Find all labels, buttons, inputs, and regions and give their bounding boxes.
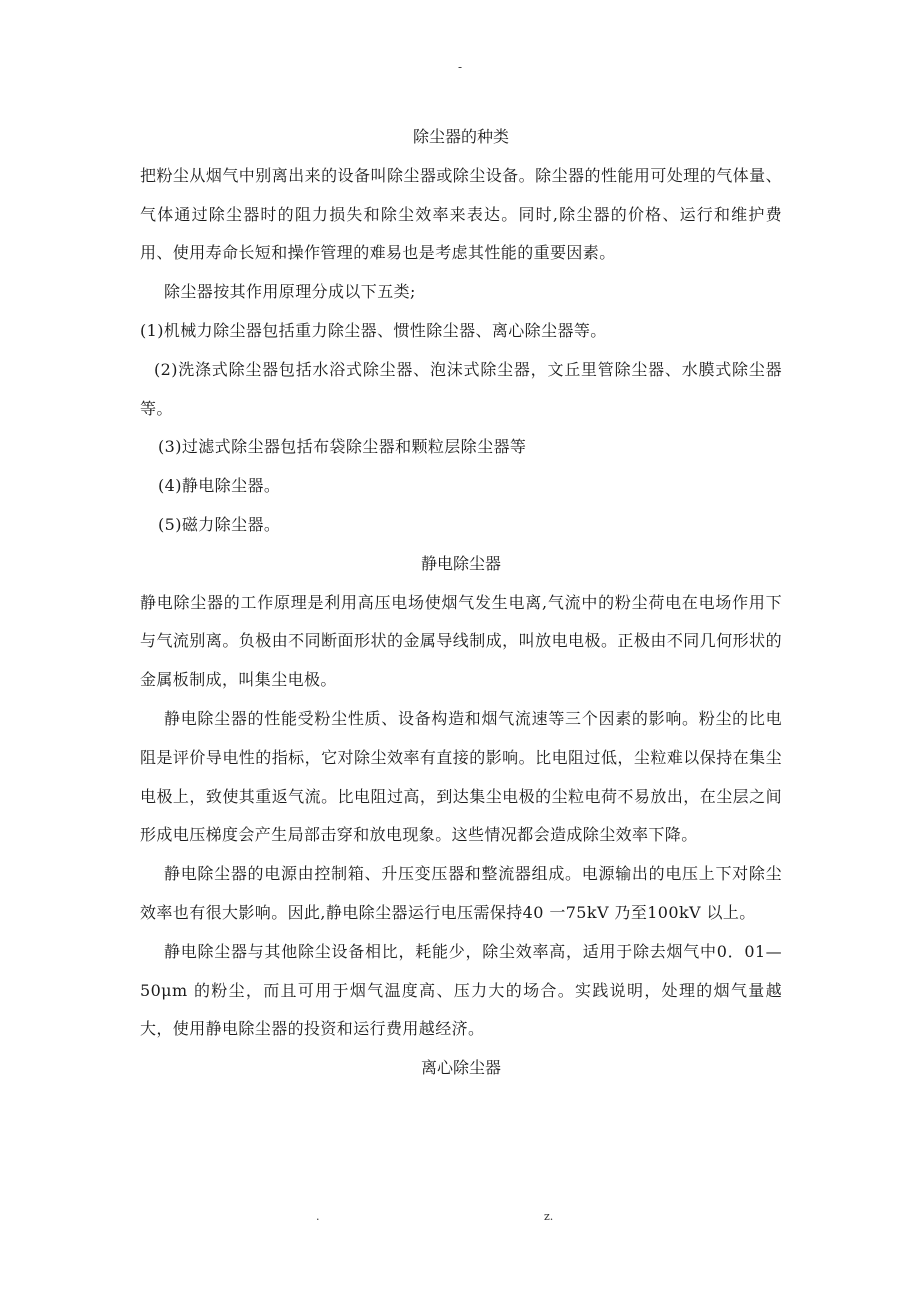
header-mark: - xyxy=(457,60,463,74)
list-item: (1)机械力除尘器包括重力除尘器、惯性除尘器、离心除尘器等。 xyxy=(140,320,607,340)
footer-left-mark: . xyxy=(316,1210,320,1223)
paragraph: 静电除尘器的工作原理是利用高压电场使烟气发生电离,气流中的粉尘荷电在电场作用下与气流别离。负极由不同断面形状的金属导线制成，叫放电电极。正极由不同几何形状的金属板制成，叫集尘电极。 xyxy=(140,592,782,690)
paragraph: 把粉尘从烟气中别离出来的设备叫除尘器或除尘设备。除尘器的性能用可处理的气体量、气体通过除尘器时的阻力损失和除尘效率来表达。同时,除尘器的价格、运行和维护费用、使用寿命长短和操作管理的难易也是考虑其性能的重要因素。 xyxy=(140,165,782,263)
list-item: (2)洗涤式除尘器包括水浴式除尘器、泡沫式除尘器，文丘里管除尘器、水膜式除尘器等。 xyxy=(140,359,782,418)
list-item: (3)过滤式除尘器包括布袋除尘器和颗粒层除尘器等 xyxy=(158,437,527,457)
footer-right-mark: z. xyxy=(544,1210,554,1223)
paragraph: 静电除尘器的电源由控制箱、升压变压器和整流器组成。电源输出的电压上下对除尘效率也有很大影响。因此,静电除尘器运行电压需保持40 一75kV 乃至100kV 以上。 xyxy=(140,864,782,922)
paragraph: 除尘器按其作用原理分成以下五类; xyxy=(164,282,416,302)
section-title: 静电除尘器 xyxy=(420,553,501,573)
paragraph: 静电除尘器的性能受粉尘性质、设备构造和烟气流速等三个因素的影响。粉尘的比电阻是评价导电性的指标，它对除尘效率有直接的影响。比电阻过低，尘粒难以保持在集尘电极上，致使其重返气流。比电阻过高，到达集尘电极的尘粒电荷不易放出，在尘层之间形成电压梯度会产生局部击穿和放电现象。这些情况都会造成除尘效率下降。 xyxy=(140,708,782,845)
document-body xyxy=(140,118,782,1088)
list-item: (5)磁力除尘器。 xyxy=(158,514,281,534)
paragraph: 静电除尘器与其他除尘设备相比，耗能少，除尘效率高，适用于除去烟气中0．01—50μm 的粉尘，而且可用于烟气温度高、压力大的场合。实践说明，处理的烟气量越大，使用静电除尘器的投资和运行费用越经济。 xyxy=(140,941,782,1039)
section-title: 除尘器的种类 xyxy=(412,127,509,146)
section-title: 离心除尘器 xyxy=(420,1058,501,1078)
list-item: (4)静电除尘器。 xyxy=(158,476,281,496)
